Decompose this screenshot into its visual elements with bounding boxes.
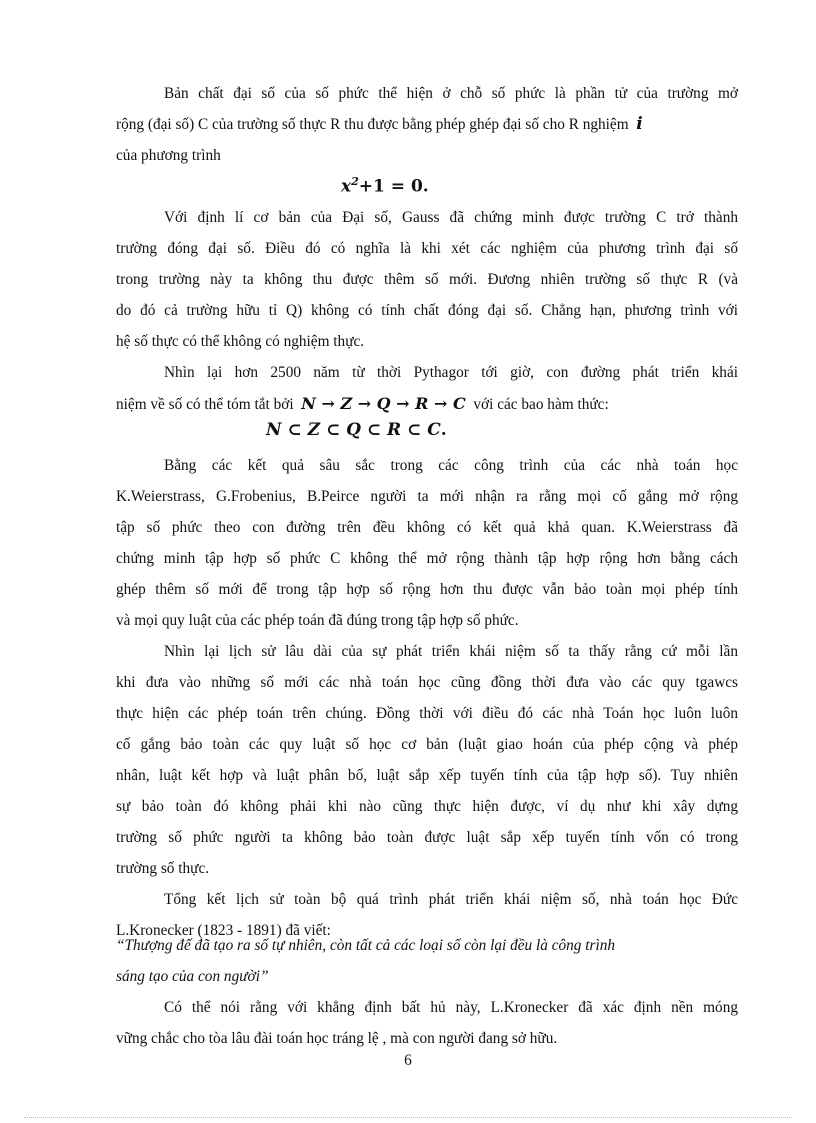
text-line: khi đưa vào những số mới các nhà toán học cũng đồng thời đưa vào các quy tgawcs [116, 674, 738, 691]
text-line: tập số phức theo con đường trên đều không có kết quả khả quan. K.Weierstrass đã [116, 519, 738, 536]
imaginary-unit-symbol: i [636, 114, 643, 134]
equation-rest: +1 = 0 [358, 176, 423, 197]
text-line: Có thể nói rằng với khẳng định bất hủ này, L.Kronecker đã xác định nền móng [164, 999, 738, 1016]
paragraph-5 [116, 636, 738, 884]
text-line [116, 388, 738, 420]
text-line: trường số thực. [116, 860, 210, 877]
text-segment: niệm về số có thể tóm tắt bởi [116, 396, 294, 413]
text-line: K.Weierstrass, G.Frobenius, B.Peirce người ta mới nhận ra rằng mọi cố gắng mở rộng [116, 488, 738, 505]
paragraph-4 [116, 450, 738, 636]
text-line: trường đóng đại số. Điều đó có nghĩa là khi xét các nghiệm của phương trình đại số [116, 240, 738, 257]
text-line: chứng minh tập hợp số phức C không thể mở rộng thành tập hợp rộng hơn bằng cách [116, 550, 738, 567]
equation-period: . [440, 420, 447, 440]
text-line: Nhìn lại hơn 2500 năm từ thời Pythagor tới giờ, con đường phát triển khái [164, 364, 738, 381]
paragraph-3 [116, 357, 738, 420]
text-line: trong trường này ta không thu được thêm số mới. Đương nhiên trường số thực R (và [116, 271, 738, 288]
paragraph-1 [116, 78, 738, 171]
text-line: cố gắng bảo toàn các quy luật số học cơ bản (luật giao hoán của phép cộng và phép [116, 736, 738, 753]
text-line: ghép thêm số mới để trong tập hợp số rộng hơn thu được vẫn bảo toàn mọi phép tính [116, 581, 738, 598]
text-line: thực hiện các phép toán trên chúng. Đồng thời với điều đó các nhà Toán học luôn luôn [116, 705, 738, 722]
page-bottom-divider [24, 1117, 792, 1118]
kronecker-quote [116, 930, 738, 992]
equation-set-inclusion [266, 420, 447, 440]
text-segment: với các bao hàm thức: [473, 396, 609, 413]
text-line: Với định lí cơ bản của Đại số, Gauss đã chứng minh được trường C trở thành [164, 209, 738, 226]
text-line: Bằng các kết quả sâu sắc trong các công trình của các nhà toán học [164, 457, 738, 474]
text-line: Tổng kết lịch sử toàn bộ quá trình phát triển khái niệm số, nhà toán học Đức [164, 891, 738, 908]
quote-line: “Thượng đế đã tạo ra số tự nhiên, còn tất cả các loại số còn lại đều là công trình [116, 937, 616, 954]
equation-inclusion-chain: N ⊂ Z ⊂ Q ⊂ R ⊂ C [266, 420, 441, 440]
text-line: Nhìn lại lịch sử lâu dài của sự phát triển khái niệm số ta thấy rằng cứ mỗi lần [164, 643, 738, 660]
equation-x2-plus-1 [341, 175, 429, 197]
equation-exponent: 2 [351, 175, 359, 188]
text-line: trường số phức người ta không bảo toàn được luật sắp xếp tuyến tính vốn có trong [116, 829, 738, 846]
text-line: sự bảo toàn đó không phải khi nào cũng thực hiện được, ví dụ như khi xây dựng [116, 798, 738, 815]
equation-variable: x [341, 176, 352, 197]
paragraph-2 [116, 202, 738, 357]
text-line: nhân, luật kết hợp và luật phân bố, luật sắp xếp tuyến tính của tập hợp số). Tuy nhiên [116, 767, 738, 784]
quote-line: sáng tạo của con người” [116, 968, 269, 985]
number-set-chain: N → Z → Q → R → C [301, 394, 466, 413]
text-line: vững chắc cho tòa lâu đài toán học tráng lệ , mà con người đang sở hữu. [116, 1030, 558, 1047]
paragraph-7 [116, 992, 738, 1054]
text-line: hệ số thực có thể không có nghiệm thực. [116, 333, 365, 350]
equation-period: . [422, 176, 429, 197]
text-line [116, 109, 738, 140]
text-line: do đó cả trường hữu tỉ Q) không có tính chất đóng đại số. Chẳng hạn, phương trình với [116, 302, 738, 319]
text-line: của phương trình [116, 147, 221, 164]
page-number: 6 [404, 1052, 412, 1069]
text-line: Bản chất đại số của số phức thể hiện ở chỗ số phức là phần tử của trường mở [164, 85, 738, 102]
text-line: L.Kronecker (1823 - 1891) đã viết: [116, 922, 331, 939]
text-segment: rộng (đại số) C của trường số thực R thu được bằng phép ghép đại số cho R nghiệm [116, 116, 629, 133]
text-line: và mọi quy luật của các phép toán đã đúng trong tập hợp số phức. [116, 612, 519, 629]
